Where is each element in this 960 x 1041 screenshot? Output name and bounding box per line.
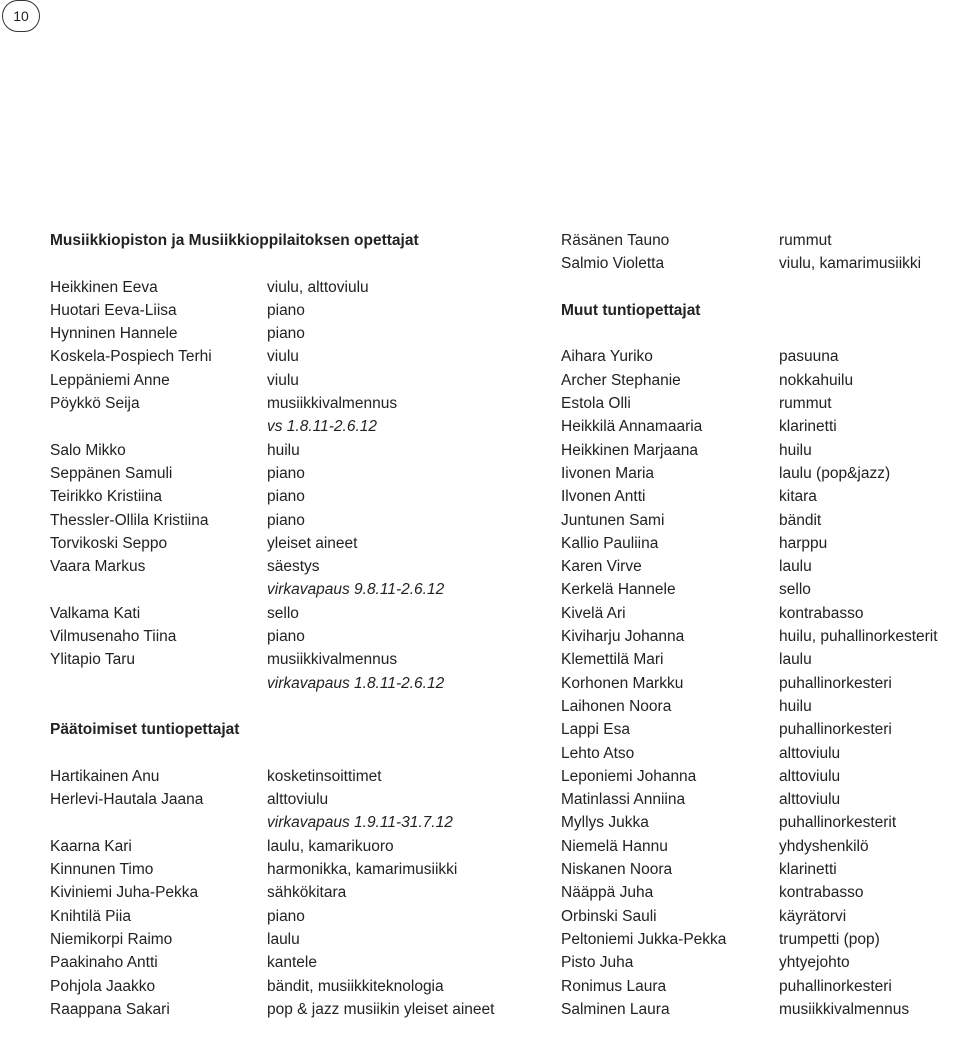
- teacher-subject: rummut: [779, 395, 832, 413]
- teacher-name: Leponiemi Johanna: [561, 767, 697, 785]
- teacher-row: [561, 881, 864, 904]
- teacher-name: Salminen Laura: [561, 1000, 670, 1018]
- teacher-row: [50, 998, 495, 1021]
- teacher-subject: trumpetti (pop): [779, 930, 880, 948]
- teacher-row: [50, 602, 419, 625]
- teacher-name: Korhonen Markku: [561, 674, 684, 692]
- teacher-row: [50, 369, 419, 392]
- teacher-name: Lehto Atso: [561, 744, 635, 762]
- teacher-subject: viulu, alttoviulu: [267, 278, 369, 296]
- teacher-subject: alttoviulu: [779, 767, 841, 785]
- teacher-row: [50, 509, 419, 532]
- teacher-row: [50, 951, 419, 974]
- teacher-subject: laulu (pop&jazz): [779, 464, 891, 482]
- teacher-name: Vilmusenaho Tiina: [50, 628, 177, 646]
- teacher-name: Niemelä Hannu: [561, 837, 668, 855]
- teacher-subject: piano: [267, 464, 305, 482]
- teacher-subject: klarinetti: [779, 418, 837, 436]
- other-teacher-list: [561, 345, 938, 1021]
- teacher-name: Niskanen Noora: [561, 861, 673, 879]
- teacher-row: [50, 881, 419, 904]
- teacher-subject: pop & jazz musiikin yleiset aineet: [267, 1000, 495, 1018]
- teacher-subject: piano: [267, 325, 305, 343]
- teacher-row: [561, 742, 841, 765]
- teacher-row: [50, 975, 444, 998]
- teacher-subject: kitara: [779, 488, 817, 506]
- teacher-row: [561, 811, 897, 834]
- teacher-row: [561, 602, 864, 625]
- right-column: [561, 229, 938, 1021]
- section-heading-teachers: Musiikkiopiston ja Musiikkioppilaitoksen opettajat: [50, 232, 419, 249]
- teacher-subject: puhallinorkesteri: [779, 721, 892, 739]
- teacher-name: Thessler-Ollila Kristiina: [50, 511, 209, 529]
- teacher-name: Pisto Juha: [561, 954, 634, 972]
- teacher-row: [50, 765, 419, 788]
- teacher-name: Nääppä Juha: [561, 884, 654, 902]
- teacher-subject: kantele: [267, 954, 317, 972]
- page-number-badge: 10: [2, 0, 40, 32]
- section-heading-other: Muut tuntiopettajat: [561, 301, 701, 319]
- teacher-row: [50, 462, 419, 485]
- teacher-row: [50, 276, 419, 299]
- teacher-subject: musiikkivalmennus: [779, 1000, 910, 1018]
- teacher-subject: yhdyshenkilö: [779, 837, 869, 855]
- teacher-name: Kerkelä Hannele: [561, 581, 676, 599]
- teacher-name: Kaarna Kari: [50, 837, 132, 855]
- teacher-note-row: [50, 578, 445, 601]
- teacher-subject: nokkahuilu: [779, 371, 854, 389]
- teacher-name: Pöykkö Seija: [50, 395, 140, 413]
- teacher-row: [50, 555, 419, 578]
- left-column: [50, 229, 495, 1021]
- teacher-row: [50, 322, 419, 345]
- fulltime-teacher-list: [50, 765, 495, 1021]
- teacher-row: [561, 252, 922, 275]
- teacher-name: Archer Stephanie: [561, 371, 681, 389]
- teacher-row: [50, 625, 419, 648]
- teacher-subject: pasuuna: [779, 348, 839, 366]
- teacher-name: Vaara Markus: [50, 558, 146, 576]
- teacher-row: [561, 695, 812, 718]
- teacher-name: Kiviharju Johanna: [561, 628, 685, 646]
- teacher-note: vs 1.8.11-2.6.12: [267, 418, 378, 436]
- teacher-subject: sello: [267, 604, 299, 622]
- teacher-name: Kiviniemi Juha-Pekka: [50, 884, 199, 902]
- teacher-row: [561, 905, 847, 928]
- teacher-subject: säestys: [267, 558, 320, 576]
- teacher-subject: klarinetti: [779, 861, 837, 879]
- teacher-row: [561, 462, 891, 485]
- teacher-name: Kivelä Ari: [561, 604, 626, 622]
- teacher-row: [561, 369, 854, 392]
- teacher-row: [561, 858, 837, 881]
- teacher-row: [561, 928, 880, 951]
- teacher-row: [561, 788, 841, 811]
- teacher-name: Valkama Kati: [50, 604, 141, 622]
- teacher-subject: musiikkivalmennus: [267, 651, 398, 669]
- teacher-subject: rummut: [779, 232, 832, 249]
- teacher-name: Peltoniemi Jukka-Pekka: [561, 930, 727, 948]
- teacher-subject: huilu, puhallinorkesterit: [779, 628, 938, 646]
- teacher-subject: käyrätorvi: [779, 907, 847, 925]
- teacher-list: [50, 276, 445, 695]
- teacher-subject: piano: [267, 628, 305, 646]
- teacher-row: [561, 998, 910, 1021]
- teacher-row: [50, 905, 419, 928]
- teacher-name: Ronimus Laura: [561, 977, 667, 995]
- teacher-row: [50, 788, 419, 811]
- teacher-row: [50, 532, 419, 555]
- teacher-row: [561, 578, 811, 601]
- teacher-subject: laulu, kamarikuoro: [267, 837, 394, 855]
- teacher-row: [561, 718, 892, 741]
- teacher-name: Leppäniemi Anne: [50, 371, 170, 389]
- teacher-subject: laulu: [267, 930, 300, 948]
- teacher-list-continued: [561, 229, 922, 276]
- teacher-subject: piano: [267, 488, 305, 506]
- teacher-row: [561, 415, 837, 438]
- teacher-name: Myllys Jukka: [561, 814, 649, 832]
- spacer: [50, 742, 419, 765]
- teacher-subject: puhallinorkesteri: [779, 674, 892, 692]
- teacher-subject: yleiset aineet: [267, 534, 358, 552]
- teacher-note-row: [50, 811, 453, 834]
- teacher-row: [561, 229, 832, 252]
- teacher-subject: laulu: [779, 651, 812, 669]
- spacer: [561, 322, 700, 345]
- section-heading-fulltime: Päätoimiset tuntiopettajat: [50, 721, 240, 739]
- teacher-name: Teirikko Kristiina: [50, 488, 162, 506]
- teacher-subject: piano: [267, 907, 305, 925]
- teacher-subject: harppu: [779, 534, 828, 552]
- teacher-subject: musiikkivalmennus: [267, 395, 398, 413]
- teacher-subject: bändit: [779, 511, 822, 529]
- teacher-row: [561, 835, 869, 858]
- teacher-name: Knihtilä Piia: [50, 907, 131, 925]
- teacher-name: Karen Virve: [561, 558, 642, 576]
- teacher-name: Huotari Eeva-Liisa: [50, 301, 177, 319]
- teacher-subject: alttoviulu: [779, 791, 841, 809]
- teacher-name: Heikkilä Annamaaria: [561, 418, 703, 436]
- teacher-subject: viulu, kamarimusiikki: [779, 255, 922, 273]
- teacher-note-row: [50, 415, 419, 438]
- teacher-note: virkavapaus 9.8.11-2.6.12: [267, 581, 445, 599]
- teacher-row: [561, 625, 938, 648]
- teacher-name: Seppänen Samuli: [50, 464, 173, 482]
- teacher-name: Herlevi-Hautala Jaana: [50, 791, 204, 809]
- teacher-subject: alttoviulu: [779, 744, 841, 762]
- teacher-name: Heikkinen Marjaana: [561, 441, 698, 459]
- teacher-subject: viulu: [267, 371, 299, 389]
- teacher-name: Aihara Yuriko: [561, 348, 653, 366]
- teacher-name: Paakinaho Antti: [50, 954, 158, 972]
- teacher-subject: huilu: [779, 697, 812, 715]
- teacher-name: Hynninen Hannele: [50, 325, 178, 343]
- teacher-row: [50, 345, 419, 368]
- teacher-row: [561, 345, 839, 368]
- teacher-subject: alttoviulu: [267, 791, 329, 809]
- teacher-row: [561, 648, 812, 671]
- teacher-subject: harmonikka, kamarimusiikki: [267, 861, 458, 879]
- teacher-subject: kosketinsoittimet: [267, 767, 382, 785]
- teacher-row: [561, 975, 892, 998]
- teacher-row: [561, 439, 812, 462]
- teacher-name: Räsänen Tauno: [561, 232, 670, 249]
- teacher-subject: viulu: [267, 348, 299, 366]
- teacher-name: Iivonen Maria: [561, 464, 655, 482]
- teacher-row: [561, 532, 828, 555]
- teacher-name: Salmio Violetta: [561, 255, 665, 273]
- teacher-subject: laulu: [779, 558, 812, 576]
- teacher-name: Niemikorpi Raimo: [50, 930, 173, 948]
- teacher-name: Kallio Pauliina: [561, 534, 659, 552]
- spacer: [561, 276, 700, 299]
- teacher-row: [561, 765, 841, 788]
- teacher-name: Heikkinen Eeva: [50, 278, 158, 296]
- teacher-subject: piano: [267, 301, 305, 319]
- teacher-subject: yhtyejohto: [779, 954, 850, 972]
- teacher-row: [50, 928, 419, 951]
- teacher-note-row: [50, 672, 445, 695]
- teacher-subject: sähkökitara: [267, 884, 347, 902]
- teacher-subject: huilu: [267, 441, 300, 459]
- spacer: [50, 252, 419, 275]
- teacher-subject: huilu: [779, 441, 812, 459]
- teacher-row: [561, 392, 832, 415]
- teacher-row: [561, 951, 850, 974]
- teacher-row: [561, 555, 812, 578]
- teacher-name: Matinlassi Anniina: [561, 791, 686, 809]
- teacher-name: Kinnunen Timo: [50, 861, 154, 879]
- teacher-subject: sello: [779, 581, 811, 599]
- teacher-row: [561, 509, 822, 532]
- teacher-name: Orbinski Sauli: [561, 907, 657, 925]
- teacher-subject: piano: [267, 511, 305, 529]
- teacher-name: Raappana Sakari: [50, 1000, 170, 1018]
- teacher-row: [50, 439, 419, 462]
- teacher-row: [50, 485, 419, 508]
- teacher-name: Hartikainen Anu: [50, 767, 160, 785]
- teacher-row: [50, 835, 419, 858]
- teacher-name: Klemettilä Mari: [561, 651, 664, 669]
- teacher-row: [50, 299, 419, 322]
- teacher-name: Koskela-Pospiech Terhi: [50, 348, 212, 366]
- teacher-note: virkavapaus 1.9.11-31.7.12: [267, 814, 453, 832]
- teacher-name: Juntunen Sami: [561, 511, 665, 529]
- teacher-note: virkavapaus 1.8.11-2.6.12: [267, 674, 445, 692]
- teacher-name: Pohjola Jaakko: [50, 977, 156, 995]
- teacher-name: Ilvonen Antti: [561, 488, 646, 506]
- teacher-row: [50, 858, 458, 881]
- teacher-name: Lappi Esa: [561, 721, 630, 739]
- teacher-subject: puhallinorkesterit: [779, 814, 897, 832]
- teacher-subject: bändit, musiikkiteknologia: [267, 977, 444, 995]
- teacher-row: [50, 392, 419, 415]
- spacer: [50, 695, 419, 718]
- teacher-name: Estola Olli: [561, 395, 631, 413]
- teacher-row: [561, 672, 892, 695]
- teacher-name: Ylitapio Taru: [50, 651, 136, 669]
- teacher-name: Laihonen Noora: [561, 697, 672, 715]
- teacher-subject: puhallinorkesteri: [779, 977, 892, 995]
- teacher-name: Torvikoski Seppo: [50, 534, 168, 552]
- teacher-subject: kontrabasso: [779, 604, 864, 622]
- teacher-subject: kontrabasso: [779, 884, 864, 902]
- teacher-row: [50, 648, 419, 671]
- teacher-row: [561, 485, 817, 508]
- teacher-name: Salo Mikko: [50, 441, 126, 459]
